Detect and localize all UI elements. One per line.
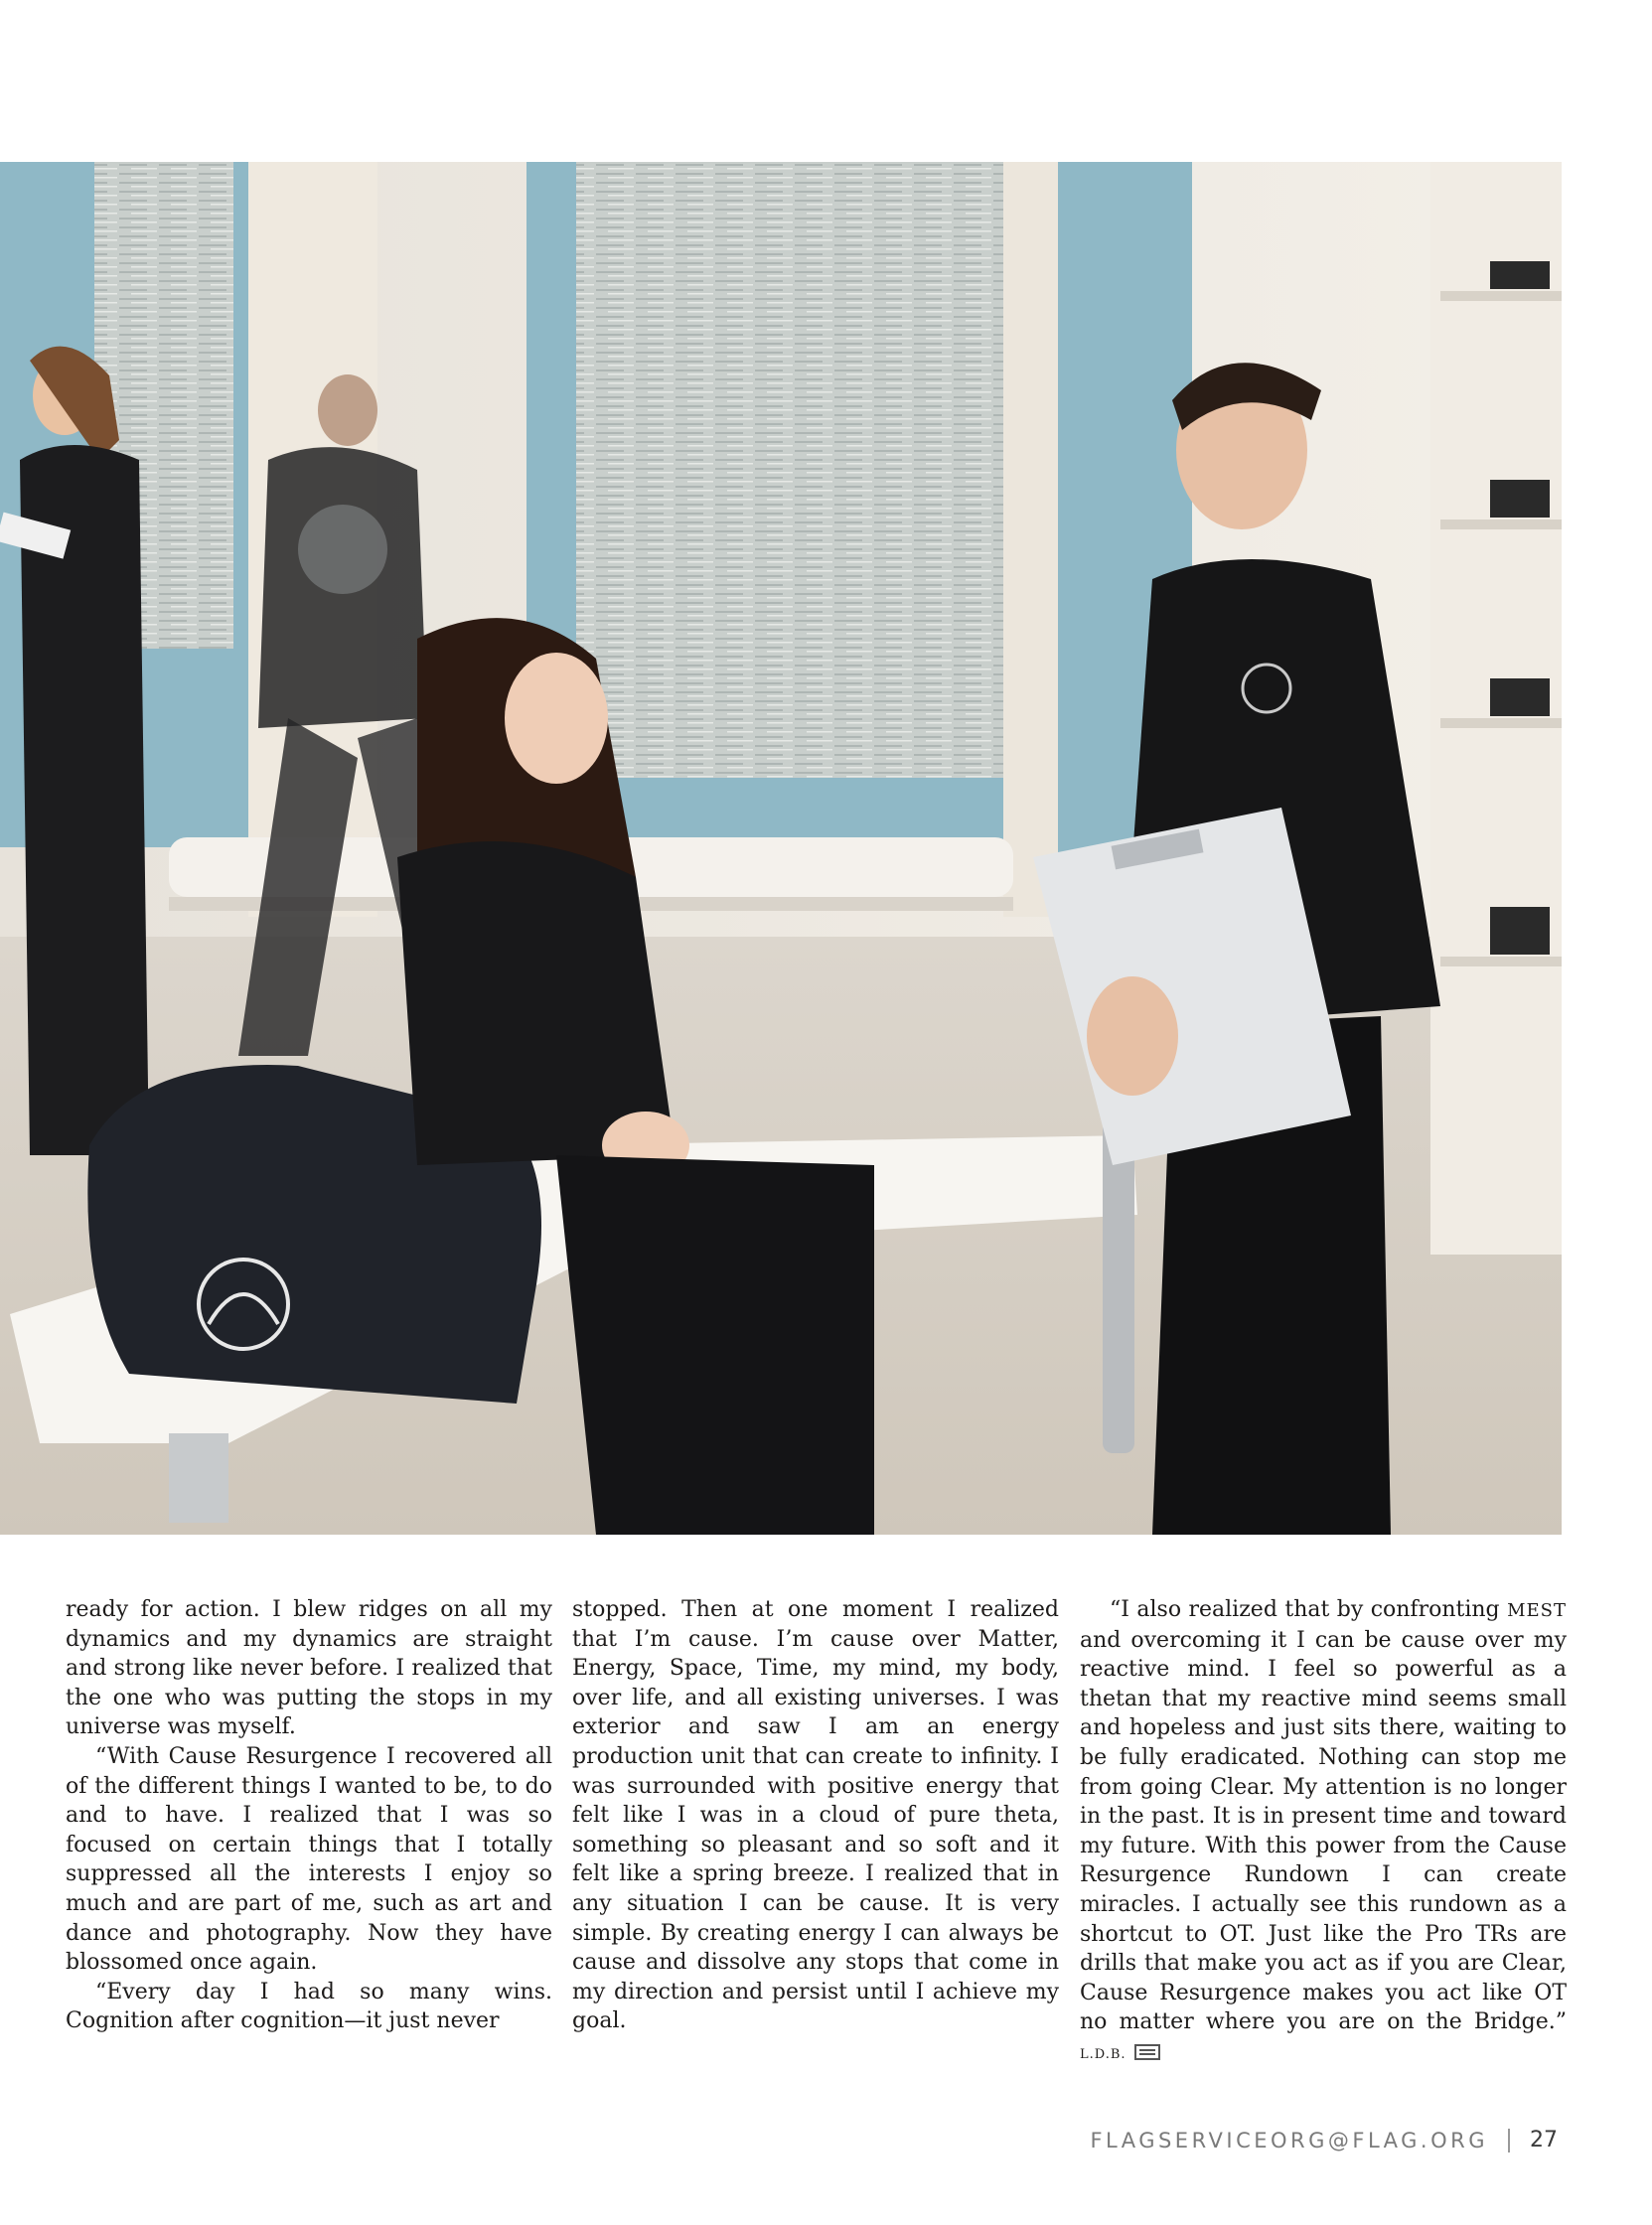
mest-small-caps: MEST xyxy=(1507,1600,1567,1621)
paragraph: stopped. Then at one moment I realized that I’m cause. I’m cause over Matter, Energy, Space, Time, my mind, my body, over life, and all existing universes. I was exterior and saw I am an energy production unit that can create to infinity. I was surrounded with positive energy that felt like I was in a cloud of pure theta, something so pleasant and so soft and it felt like a spring breeze. I realized that in any situation I can be cause. It is very simple. By creating energy I can always be cause and dissolve any stops that come in my direction and persist until I achieve my goal. xyxy=(572,1597,1059,2034)
paragraph: “With Cause Resurgence I recovered all of the different things I wanted to be, to do and to have. I realized that I was so focused on certain things that I totally suppressed all the interests I enjoy so much and are part of me, such as art and dance and photography. Now they have blossomed once again. xyxy=(66,1743,552,1976)
article-photo xyxy=(0,162,1562,1535)
page-footer xyxy=(1090,2128,1558,2152)
text-column-3 xyxy=(1080,1595,1567,2070)
author-initials: L.D.B. xyxy=(1080,2046,1126,2062)
text-column-1 xyxy=(66,1595,552,2036)
footer-divider xyxy=(1508,2129,1510,2152)
footer-email: FLAGSERVICEORG@FLAG.ORG xyxy=(1090,2128,1488,2152)
paragraph-text: “I also realized that by confronting xyxy=(1110,1597,1508,1622)
end-of-article-icon xyxy=(1134,2044,1160,2060)
paragraph-text: and overcoming it I can be cause over my reactive mind. I feel so powerful as a thetan that my reactive mind seems small and hopeless and just sits there, waiting to be fully eradicated. Nothing can stop me from going Clear. My attention is no longer in the past. It is in present time and toward my future. With this power from the Cause Resurgence Rundown I can create miracles. I actually see this rundown as a shortcut to OT. Just like the Pro TRs are drills that make you act as if you are Clear, Cause Resurgence makes you act like OT no matter where you are on the Bridge.” xyxy=(1080,1627,1567,2035)
lobby-photo xyxy=(0,162,1562,1535)
text-column-2 xyxy=(572,1595,1059,2036)
paragraph xyxy=(1080,1595,1567,2070)
paragraph: ready for action. I blew ridges on all my dynamics and my dynamics are straight and strong like never before. I realized that the one who was putting the stops in my universe was myself. xyxy=(66,1597,552,1740)
paragraph: “Every day I had so many wins. Cognition after cognition—it just never xyxy=(66,1979,552,2034)
page-number: 27 xyxy=(1530,2128,1558,2152)
